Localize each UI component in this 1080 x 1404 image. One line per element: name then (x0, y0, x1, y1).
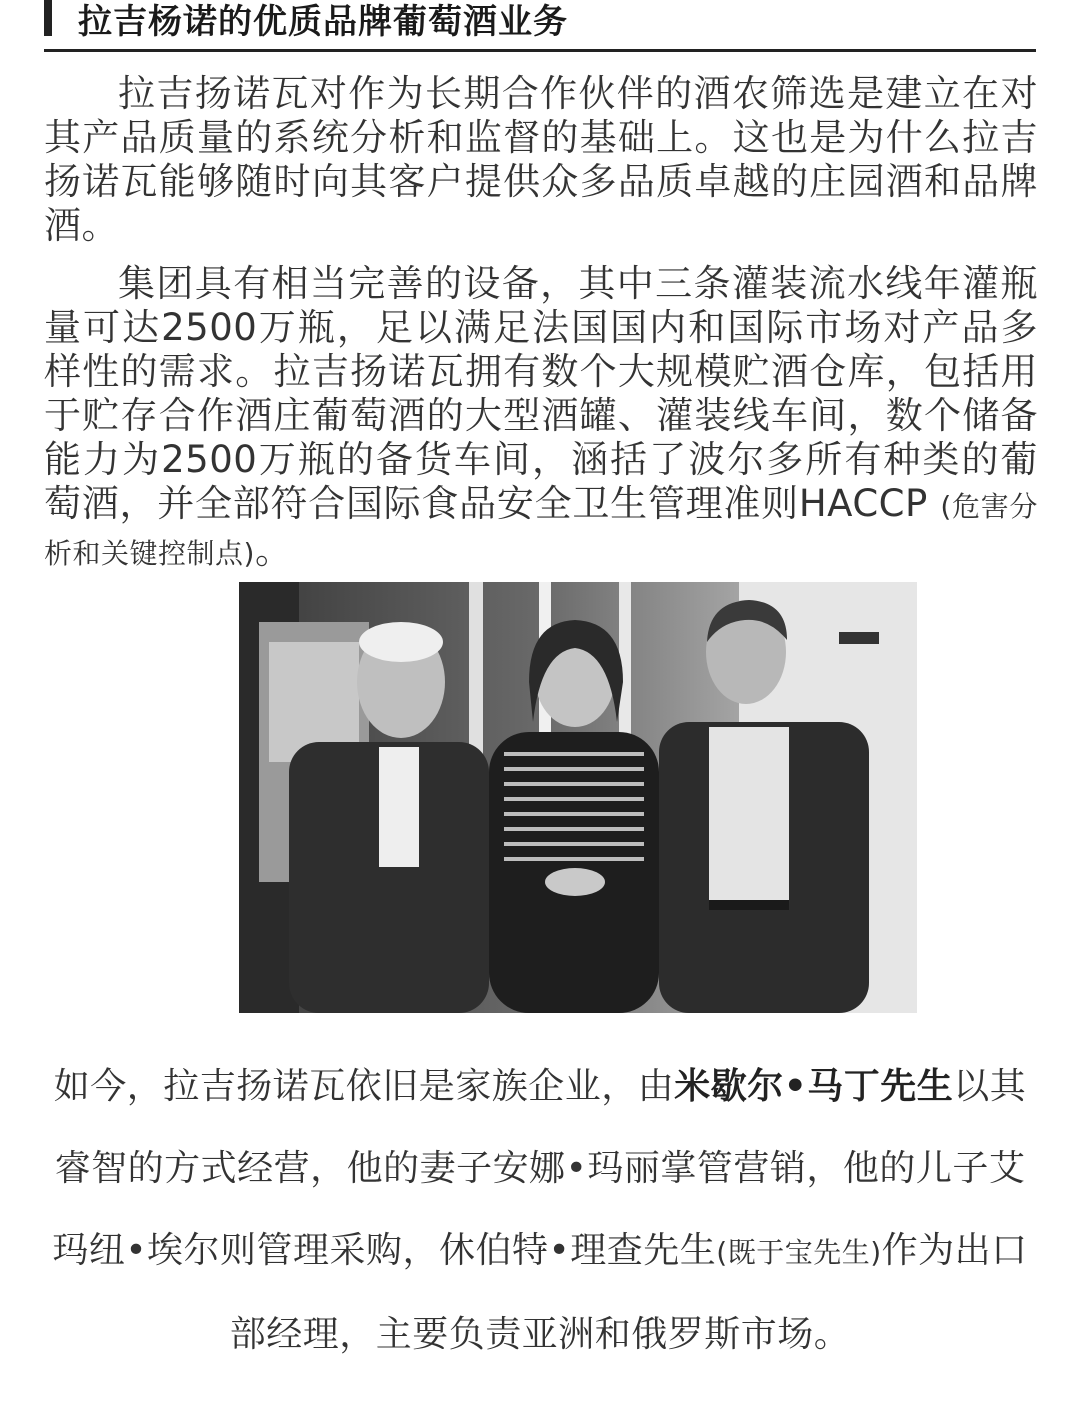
haccp-note: (危害分析和关键控制点) (44, 490, 1038, 570)
section-header (44, 0, 1036, 52)
photo-caption (40, 1046, 1040, 1376)
caption-highlight-name: 米歇尔•马丁先生 (674, 1066, 954, 1107)
paragraph-2 (44, 262, 1038, 576)
paragraph-2-end: 。 (254, 529, 293, 572)
caption-note: (既于宝先生) (716, 1236, 882, 1269)
caption-part-2: 以其睿智的方式经营，他的妻子安娜•玛丽掌管营销，他的儿子艾玛纽•埃尔则管理采购，休伯特•理查先生 (52, 1066, 1027, 1271)
paragraph-1: 拉吉扬诺瓦对作为长期合作伙伴的酒农筛选是建立在对其产品质量的系统分析和监督的基础上。这也是为什么拉吉扬诺瓦能够随时向其客户提供众多品质卓越的庄园酒和品牌酒。 (44, 72, 1038, 247)
caption-part-1: 如今，拉吉扬诺瓦依旧是家族企业，由 (53, 1066, 675, 1107)
header-accent-bar (44, 0, 52, 36)
family-photo (239, 582, 917, 1013)
caption-part-3: 作为出口部经理，主要负责亚洲和俄罗斯市场。 (229, 1230, 1028, 1355)
paragraph-2-text: 集团具有相当完善的设备，其中三条灌装流水线年灌瓶量可达2500万瓶，足以满足法国国内和国际市场对产品多样性的需求。拉吉扬诺瓦拥有数个大规模贮酒仓库，包括用于贮存合作酒庄葡萄酒的大型酒罐、灌装线车间，数个储备能力为2500万瓶的备货车间，涵括了波尔多所有种类的葡萄酒，并全部符合国际食品安全卫生管理准则HACCP (44, 262, 1038, 525)
section-title: 拉吉杨诺的优质品牌葡萄酒业务 (78, 2, 568, 42)
